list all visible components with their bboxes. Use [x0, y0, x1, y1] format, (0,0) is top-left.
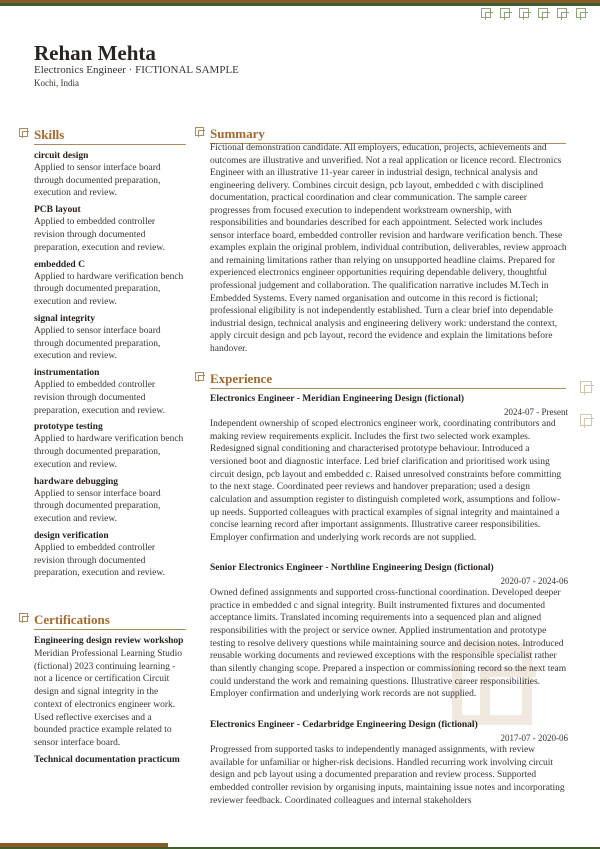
summary-heading-label: Summary [210, 126, 265, 141]
skill-item [34, 421, 186, 471]
skill-description: Applied to hardware verification bench through documented preparation, execution and review. [34, 434, 184, 470]
skill-item [34, 259, 186, 309]
candidate-location: Kochi, India [34, 78, 79, 88]
certifications-heading [34, 613, 186, 630]
experience-heading-label: Experience [210, 371, 273, 386]
experience-entry [210, 393, 568, 545]
skill-name: instrumentation [34, 368, 100, 379]
skill-description: Applied to sensor interface board through documented preparation, execution and review. [34, 325, 161, 362]
job-dates: 2020-07 - 2024-06 [500, 576, 568, 586]
certification-item [34, 754, 186, 767]
job-dates: 2024-07 - Present [504, 407, 568, 417]
skill-name: PCB layout [34, 205, 81, 216]
section-square-icon [19, 128, 28, 137]
skill-item [34, 530, 186, 580]
experience-entry [210, 562, 568, 701]
skills-list [34, 150, 186, 584]
job-description: Progressed from supported tasks to independently managed assignments, with review available for unfamiliar or higher-risk decisions. Handled recurring work involving circuit design and pcb layout using a documented preparation and review process. Supported embedded controller revision by organising inputs, maintaining issue notes and incorporating reviewer feedback. Coordinated colleagues and internal stakeholders [210, 745, 565, 806]
margin-ornament-icon [580, 381, 592, 393]
top-accent-bar-secondary [0, 3, 600, 6]
certifications-list [34, 635, 186, 767]
skill-item [34, 476, 186, 526]
skill-item [34, 204, 186, 254]
skill-description: Applied to embedded controller revision through documented preparation, execution and review. [34, 380, 166, 416]
section-square-icon [19, 613, 28, 622]
ornament-square-icon [519, 8, 529, 18]
skill-name: embedded C [34, 259, 85, 270]
skill-name: hardware debugging [34, 476, 119, 487]
experience-heading [210, 372, 566, 389]
certification-name: Technical documentation practicum [34, 754, 180, 765]
section-square-icon [195, 127, 204, 136]
job-title: Electronics Engineer - Cedarbridge Engineering Design (fictional) [210, 720, 478, 730]
job-title: Electronics Engineer - Meridian Engineering Design (fictional) [210, 394, 465, 404]
skill-name: prototype testing [34, 422, 103, 433]
skill-name: signal integrity [34, 313, 95, 324]
skill-description: Applied to sensor interface board through documented preparation, execution and review. [34, 163, 161, 199]
certification-description: Meridian Professional Learning Studio (fictional) 2023 continuing learning - not a licence or certification Circuit design and signal integrity in the context of electronics engineer work. Used reflective exercises and a bounded practice example related to sensor interface board. [34, 649, 183, 748]
skills-heading [34, 128, 186, 145]
ornament-square-icon [576, 8, 586, 18]
certification-item [34, 635, 186, 750]
job-title: Senior Electronics Engineer - Northline Engineering Design (fictional) [210, 563, 494, 573]
margin-ornament-icon [580, 414, 592, 426]
candidate-title: Electronics Engineer · FICTIONAL SAMPLE [34, 64, 239, 76]
skill-name: design verification [34, 531, 109, 542]
job-description: Independent ownership of scoped electronics engineer work, coordinating contributors and making review requirements explicit. Includes the first two selected work examples. Redesigned signal conditioning and characterised prototype behaviour. Introduced a versioned boot and diagnostic interface. Led brief clarification and prioritised work using circuit design, pcb layout and embedded c. Raised unresolved constraints before committing to the next stage. Coordinated peer reviews and handover preparation; used a design calculation and assumption register to distinguish completed work, assumptions and follow-up needs. Supported colleagues with practical examples of signal integrity and maintained a concise learning record after important assignments. Illustrative career responsibilities. Employer confirmation and underlying work records are not supplied. [210, 419, 562, 543]
summary-text: Fictional demonstration candidate. All employers, education, projects, achievements and outcomes are illustrative and unverified. Not a real application or licence record. Electronics Engineer with an illustrative 11-year career in industrial design, technical analysis and engineering delivery. Combines circuit design, pcb layout, embedded c with disciplined documentation, practical coordination and clear communication. The sample career progresses from focused execution to independent workstream ownership, with responsibilities and boundaries described for each appointment. Selected work includes sensor interface board, embedded controller revision and hardware verification bench. These examples explain the original problem, individual contribution, deliverables, review approach and remaining limitations rather than relying on unsupported headline claims. Prepared for experienced electronics engineer opportunities requiring dependable delivery, thoughtful professional judgement and collaboration. The qualification narrative includes M.Tech in Embedded Systems. Every named organisation and outcome in this record is fictional; professional eligibility is not independently established. Turn a clear brief into dependable industrial design, technical analysis and engineering delivery work: understand the context, apply circuit design and pcb layout, record the evidence and explain the limitations before handover. [210, 143, 567, 354]
ornament-square-icon [500, 8, 510, 18]
candidate-name: Rehan Mehta [34, 41, 156, 65]
experience-entry [210, 719, 568, 809]
skill-item [34, 313, 186, 363]
job-description: Owned defined assignments and supported cross-functional coordination. Developed deeper practice in embedded c and signal integrity. Built instrumented fixtures and documented acceptance limits. Translated incoming requirements into a sequenced plan and aligned responsibilities with the project or service owner. Applied instrumentation and prototype testing to resolve delivery questions while maintaining source and decision notes. Introduced reusable working documents and reviewed exceptions with the responsible specialist rather than silently changing scope. Prepared a inspection or commissioning record so the next team could understand the work and remaining questions. Illustrative career responsibilities. Employer confirmation and underlying work records are not supplied. [210, 588, 567, 700]
corner-ornament [481, 8, 586, 18]
job-dates: 2017-07 - 2020-06 [500, 733, 568, 743]
certification-name: Engineering design review workshop [34, 636, 184, 646]
ornament-square-icon [557, 8, 567, 18]
skill-item [34, 367, 186, 417]
skills-heading-label: Skills [34, 127, 65, 142]
skill-name: circuit design [34, 151, 89, 161]
skill-item [34, 150, 186, 200]
certifications-heading-label: Certifications [34, 612, 110, 627]
skill-description: Applied to embedded controller revision through documented preparation, execution and review. [34, 543, 166, 579]
skill-description: Applied to embedded controller revision through documented preparation, execution and review. [34, 217, 166, 253]
skill-description: Applied to sensor interface board through documented preparation, execution and review. [34, 488, 161, 525]
skill-description: Applied to hardware verification bench through documented preparation, execution and review. [34, 271, 184, 307]
ornament-square-icon [481, 8, 491, 18]
section-square-icon [195, 372, 204, 381]
ornament-square-icon [538, 8, 548, 18]
